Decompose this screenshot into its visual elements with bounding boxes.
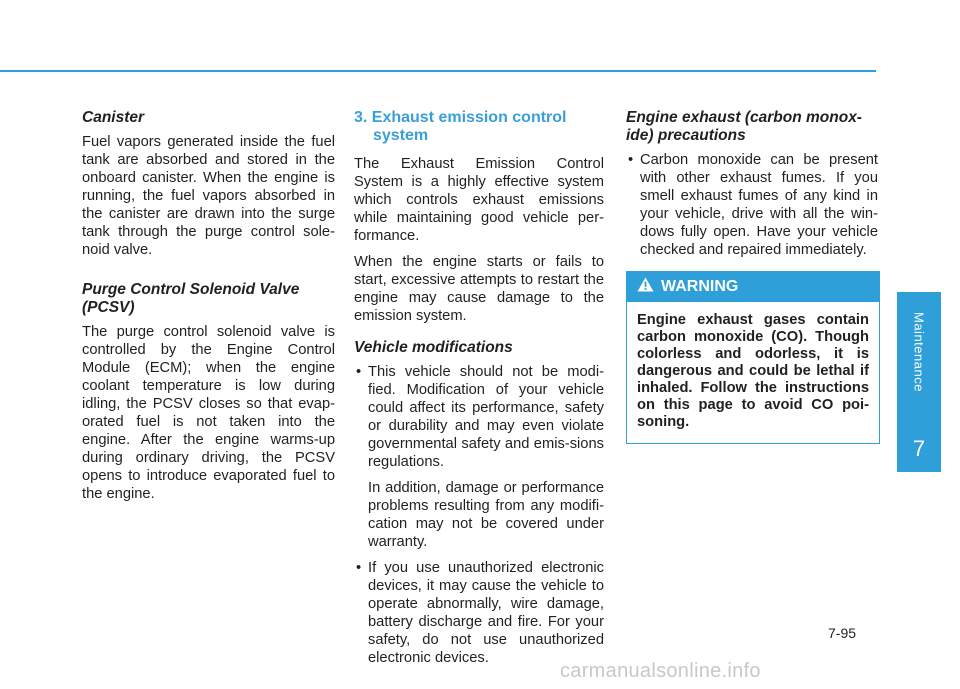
subheading-co-line1: Engine exhaust (carbon monox- xyxy=(626,109,862,126)
warning-triangle-icon xyxy=(637,277,654,297)
subheading-pcsv xyxy=(82,281,335,317)
bullet-modification: • This vehicle should not be modi-fied. Modification of your vehicle could affect its performance, safety or durability and may even violate governmental safety and emis-sions regulations. xyxy=(368,364,604,470)
chapter-number: 7 xyxy=(912,436,926,461)
paragraph-pcsv: The purge control solenoid valve is controlled by the Engine Control Module (ECM); when the engine coolant temperature is low during idling, the PCSV closes so that evap-orated fuel is not taken into the engine. After the engine warms-up during ordinary driving, the PCSV opens to introduce evaporated fuel to the engine. xyxy=(82,324,335,502)
section-heading-line2: system xyxy=(373,127,429,144)
section-heading-line1: 3. Exhaust emission control xyxy=(354,109,567,126)
chapter-side-tab xyxy=(897,292,941,472)
paragraph-restart: When the engine starts or fails to start, excessive attempts to restart the engine may cause damage to the emission system. xyxy=(354,254,604,324)
section-heading-exhaust xyxy=(354,109,604,145)
subheading-co-line2: ide) precautions xyxy=(626,127,746,144)
column-3 xyxy=(626,109,878,444)
top-rule xyxy=(0,70,876,72)
page-number: 7-95 xyxy=(828,625,857,641)
watermark: carmanualsonline.info xyxy=(560,660,761,682)
bullet-modification-warranty: In addition, damage or performance problems resulting from any modifi-cation may not be covered under warranty. xyxy=(368,480,604,550)
warning-box xyxy=(626,271,880,444)
bullet-carbon-monoxide: • Carbon monoxide can be present with other exhaust fumes. If you smell exhaust fumes of any kind in your vehicle, drive with all the win-dows fully open. Have your vehicle checked and repaired immediately. xyxy=(640,152,878,258)
warning-title: WARNING xyxy=(661,278,739,295)
list-item xyxy=(626,151,878,259)
warning-header xyxy=(627,272,879,302)
list-item xyxy=(354,559,604,667)
column-1 xyxy=(82,109,335,511)
subheading-pcsv-line2: (PCSV) xyxy=(82,299,135,316)
paragraph-canister: Fuel vapors generated inside the fuel tank are absorbed and stored in the onboard canister. When the engine is running, the fuel vapors absorbed in the canister are drawn into the surge tank through the purge control sole-noid valve. xyxy=(82,134,335,258)
warning-text: Engine exhaust gases contain carbon monoxide (CO). Though colorless and odorless, it is dangerous and could be lethal if inhaled. Follow the instructions on this page to avoid CO poi-soning. xyxy=(637,312,869,430)
subheading-canister: Canister xyxy=(82,109,145,126)
column-2 xyxy=(354,109,604,675)
list-item xyxy=(354,363,604,551)
modifications-list xyxy=(354,363,604,667)
bullet-electronic-devices: • If you use unauthorized electronic devices, it may cause the vehicle to operate abnormally, wire damage, battery discharge and fire. For your safety, do not use unauthorized electronic devices. xyxy=(368,560,604,666)
subheading-pcsv-line1: Purge Control Solenoid Valve xyxy=(82,281,300,298)
subheading-co-precautions xyxy=(626,109,878,145)
co-list xyxy=(626,151,878,259)
chapter-label: Maintenance xyxy=(911,312,927,392)
subheading-vehicle-modifications: Vehicle modifications xyxy=(354,339,513,356)
paragraph-system: The Exhaust Emission Control System is a highly effective system which controls exhaust emissions while maintaining good vehicle per-formance. xyxy=(354,156,604,244)
